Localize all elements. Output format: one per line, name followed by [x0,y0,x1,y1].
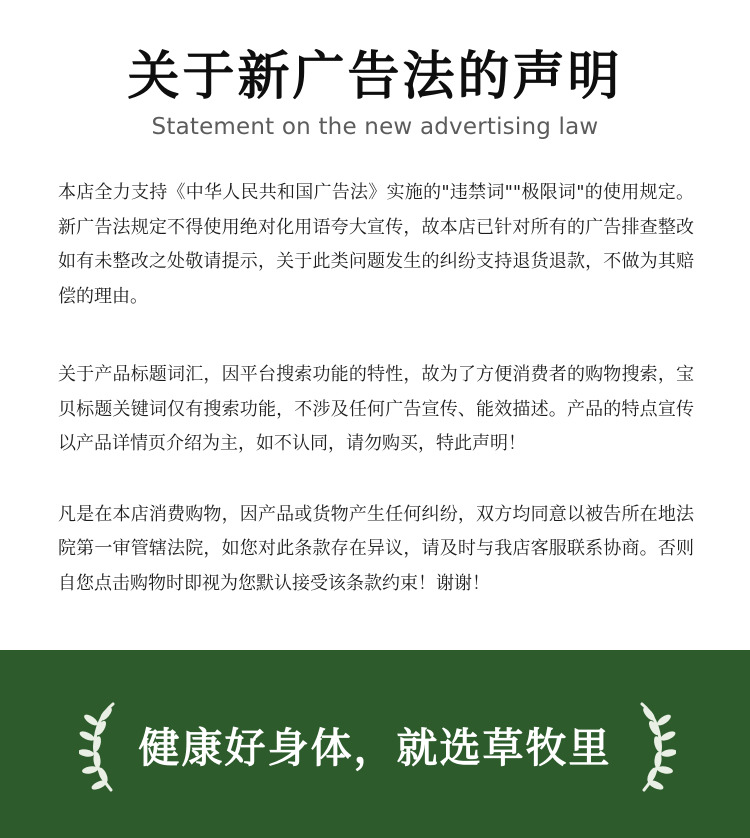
header [0,0,750,160]
footer-slogan: 健康好身体，就选草牧里 [138,724,612,772]
statement-paragraph: 本店全力支持《中华人民共和国广告法》实施的"违禁词""极限词"的使用规定。新广告法规定不得使用绝对化用语夸大宣传，故本店已针对所有的广告排查整改如有未整改之处敬请提示，关于此类问题发生的纠纷支持退货退款，不做为其赔偿的理由。 [58,182,694,307]
statement-paragraph: 凡是在本店消费购物，因产品或货物产生任何纠纷，双方均同意以被告所在地法院第一审管辖法院，如您对此条款存在异议，请及时与我店客服联系协商。否则自您点击购物时即视为您默认接受该条款约束！谢谢！ [58,503,694,594]
statement-body [58,176,694,645]
footer-banner [0,650,750,838]
page-subtitle: Statement on the new advertising law [151,114,599,140]
laurel-right-icon [632,700,676,794]
statement-paragraph: 关于产品标题词汇，因平台搜索功能的特性，故为了方便消费者的购物搜索，宝贝标题关键词仅有搜索功能，不涉及任何广告宣传、能效描述。产品的特点宣传以产品详情页介绍为主，如不认同，请勿购买，特此声明！ [58,364,694,454]
page-title: 关于新广告法的声明 [127,47,623,107]
